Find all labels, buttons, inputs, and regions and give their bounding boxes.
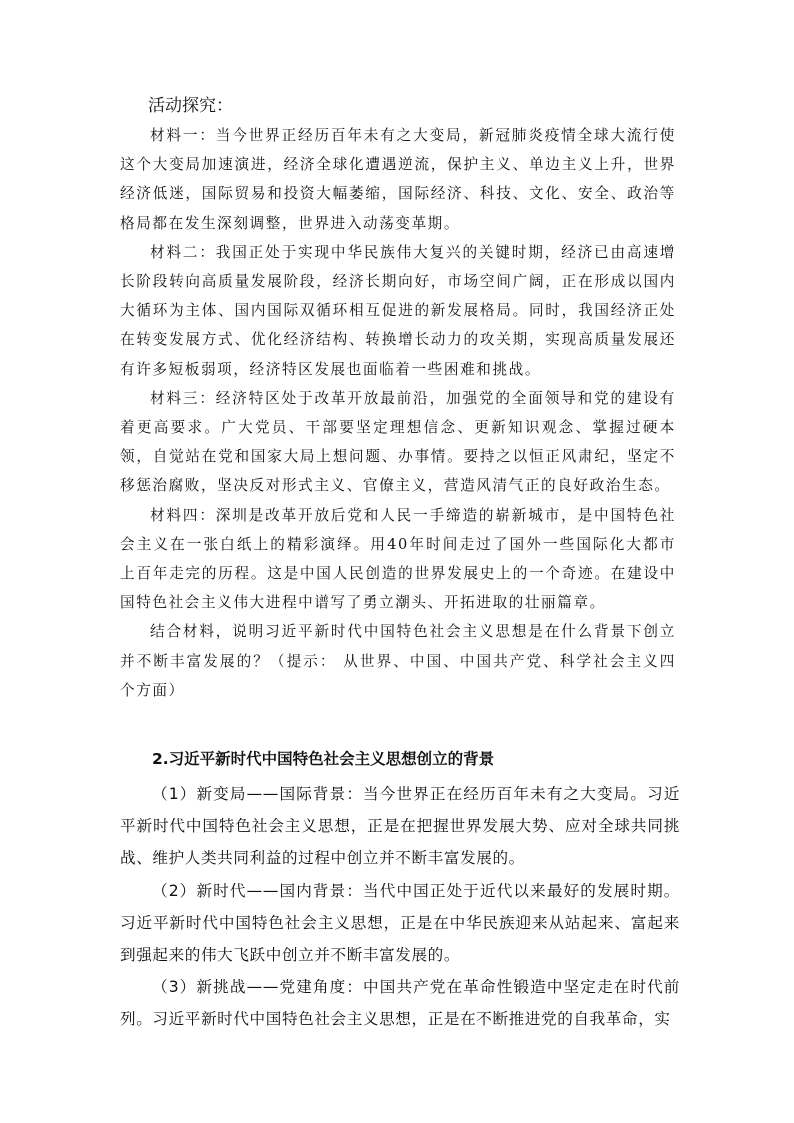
activity-title: 活动探究： xyxy=(148,96,233,116)
point-new-challenge: （3）新挑战——党建角度：中国共产党在革命性锻造中坚定走在时代前列。习近平新时代中国特色社会主义思想，正是在不断推进党的自我革命，实 xyxy=(120,978,680,1029)
background-section xyxy=(120,744,680,1036)
materials-block xyxy=(120,121,676,705)
material-four: 材料四：深圳是改革开放后党和人民一手缔造的崭新城市，是中国特色社会主义在一张白纸上的精彩演绎。用40年时间走过了国外一些国际化大都市上百年走完的历程。这是中国人民创造的世界发展史上的一个奇迹。在建设中国特色社会主义伟大进程中谱写了勇立潮头、开拓进取的壮丽篇章。 xyxy=(120,506,676,612)
material-one: 材料一：当今世界正经历百年未有之大变局，新冠肺炎疫情全球大流行使这个大变局加速演进，经济全球化遭遇逆流，保护主义、单边主义上升，世界经济低迷，国际贸易和投资大幅萎缩，国际经济、科技、文化、安全、政治等格局都在发生深刻调整，世界进入动荡变革期。 xyxy=(120,127,676,232)
material-three: 材料三：经济特区处于改革开放最前沿，加强党的全面领导和党的建设有着更高要求。广大党员、干部要坚定理想信念、更新知识观念、掌握过硬本领，自觉站在党和国家大局上想问题、办事情。要持之以恒正风肃纪，坚定不移惩治腐败，坚决反对形式主义、官僚主义，营造风清气正的良好政治生态。 xyxy=(120,389,676,495)
material-two: 材料二：我国正处于实现中华民族伟大复兴的关键时期，经济已由高速增长阶段转向高质量发展阶段，经济长期向好，市场空间广阔，正在形成以国内大循环为主体、国内国际双循环相互促进的新发展格局。同时，我国经济正处在转变发展方式、优化经济结构、转换增长动力的攻关期，实现高质量发展还有许多短板弱项，经济特区发展也面临着一些困难和挑战。 xyxy=(120,243,676,378)
question-prompt: 结合材料，说明习近平新时代中国特色社会主义思想是在什么背景下创立并不断丰富发展的？（提示： 从世界、中国、中国共产党、科学社会主义四个方面） xyxy=(120,623,676,699)
section-heading: 2.习近平新时代中国特色社会主义思想创立的背景 xyxy=(152,750,495,768)
point-new-era: （2）新时代——国内背景：当代中国正处于近代以来最好的发展时期。习近平新时代中国特色社会主义思想，正是在中华民族迎来从站起来、富起来到强起来的伟大飞跃中创立并不断丰富发展的。 xyxy=(120,881,680,965)
point-new-change: （1）新变局——国际背景：当今世界正在经历百年未有之大变局。习近平新时代中国特色社会主义思想，正是在把握世界发展大势、应对全球共同挑战、维护人类共同利益的过程中创立并不断丰富发展的。 xyxy=(120,785,680,868)
